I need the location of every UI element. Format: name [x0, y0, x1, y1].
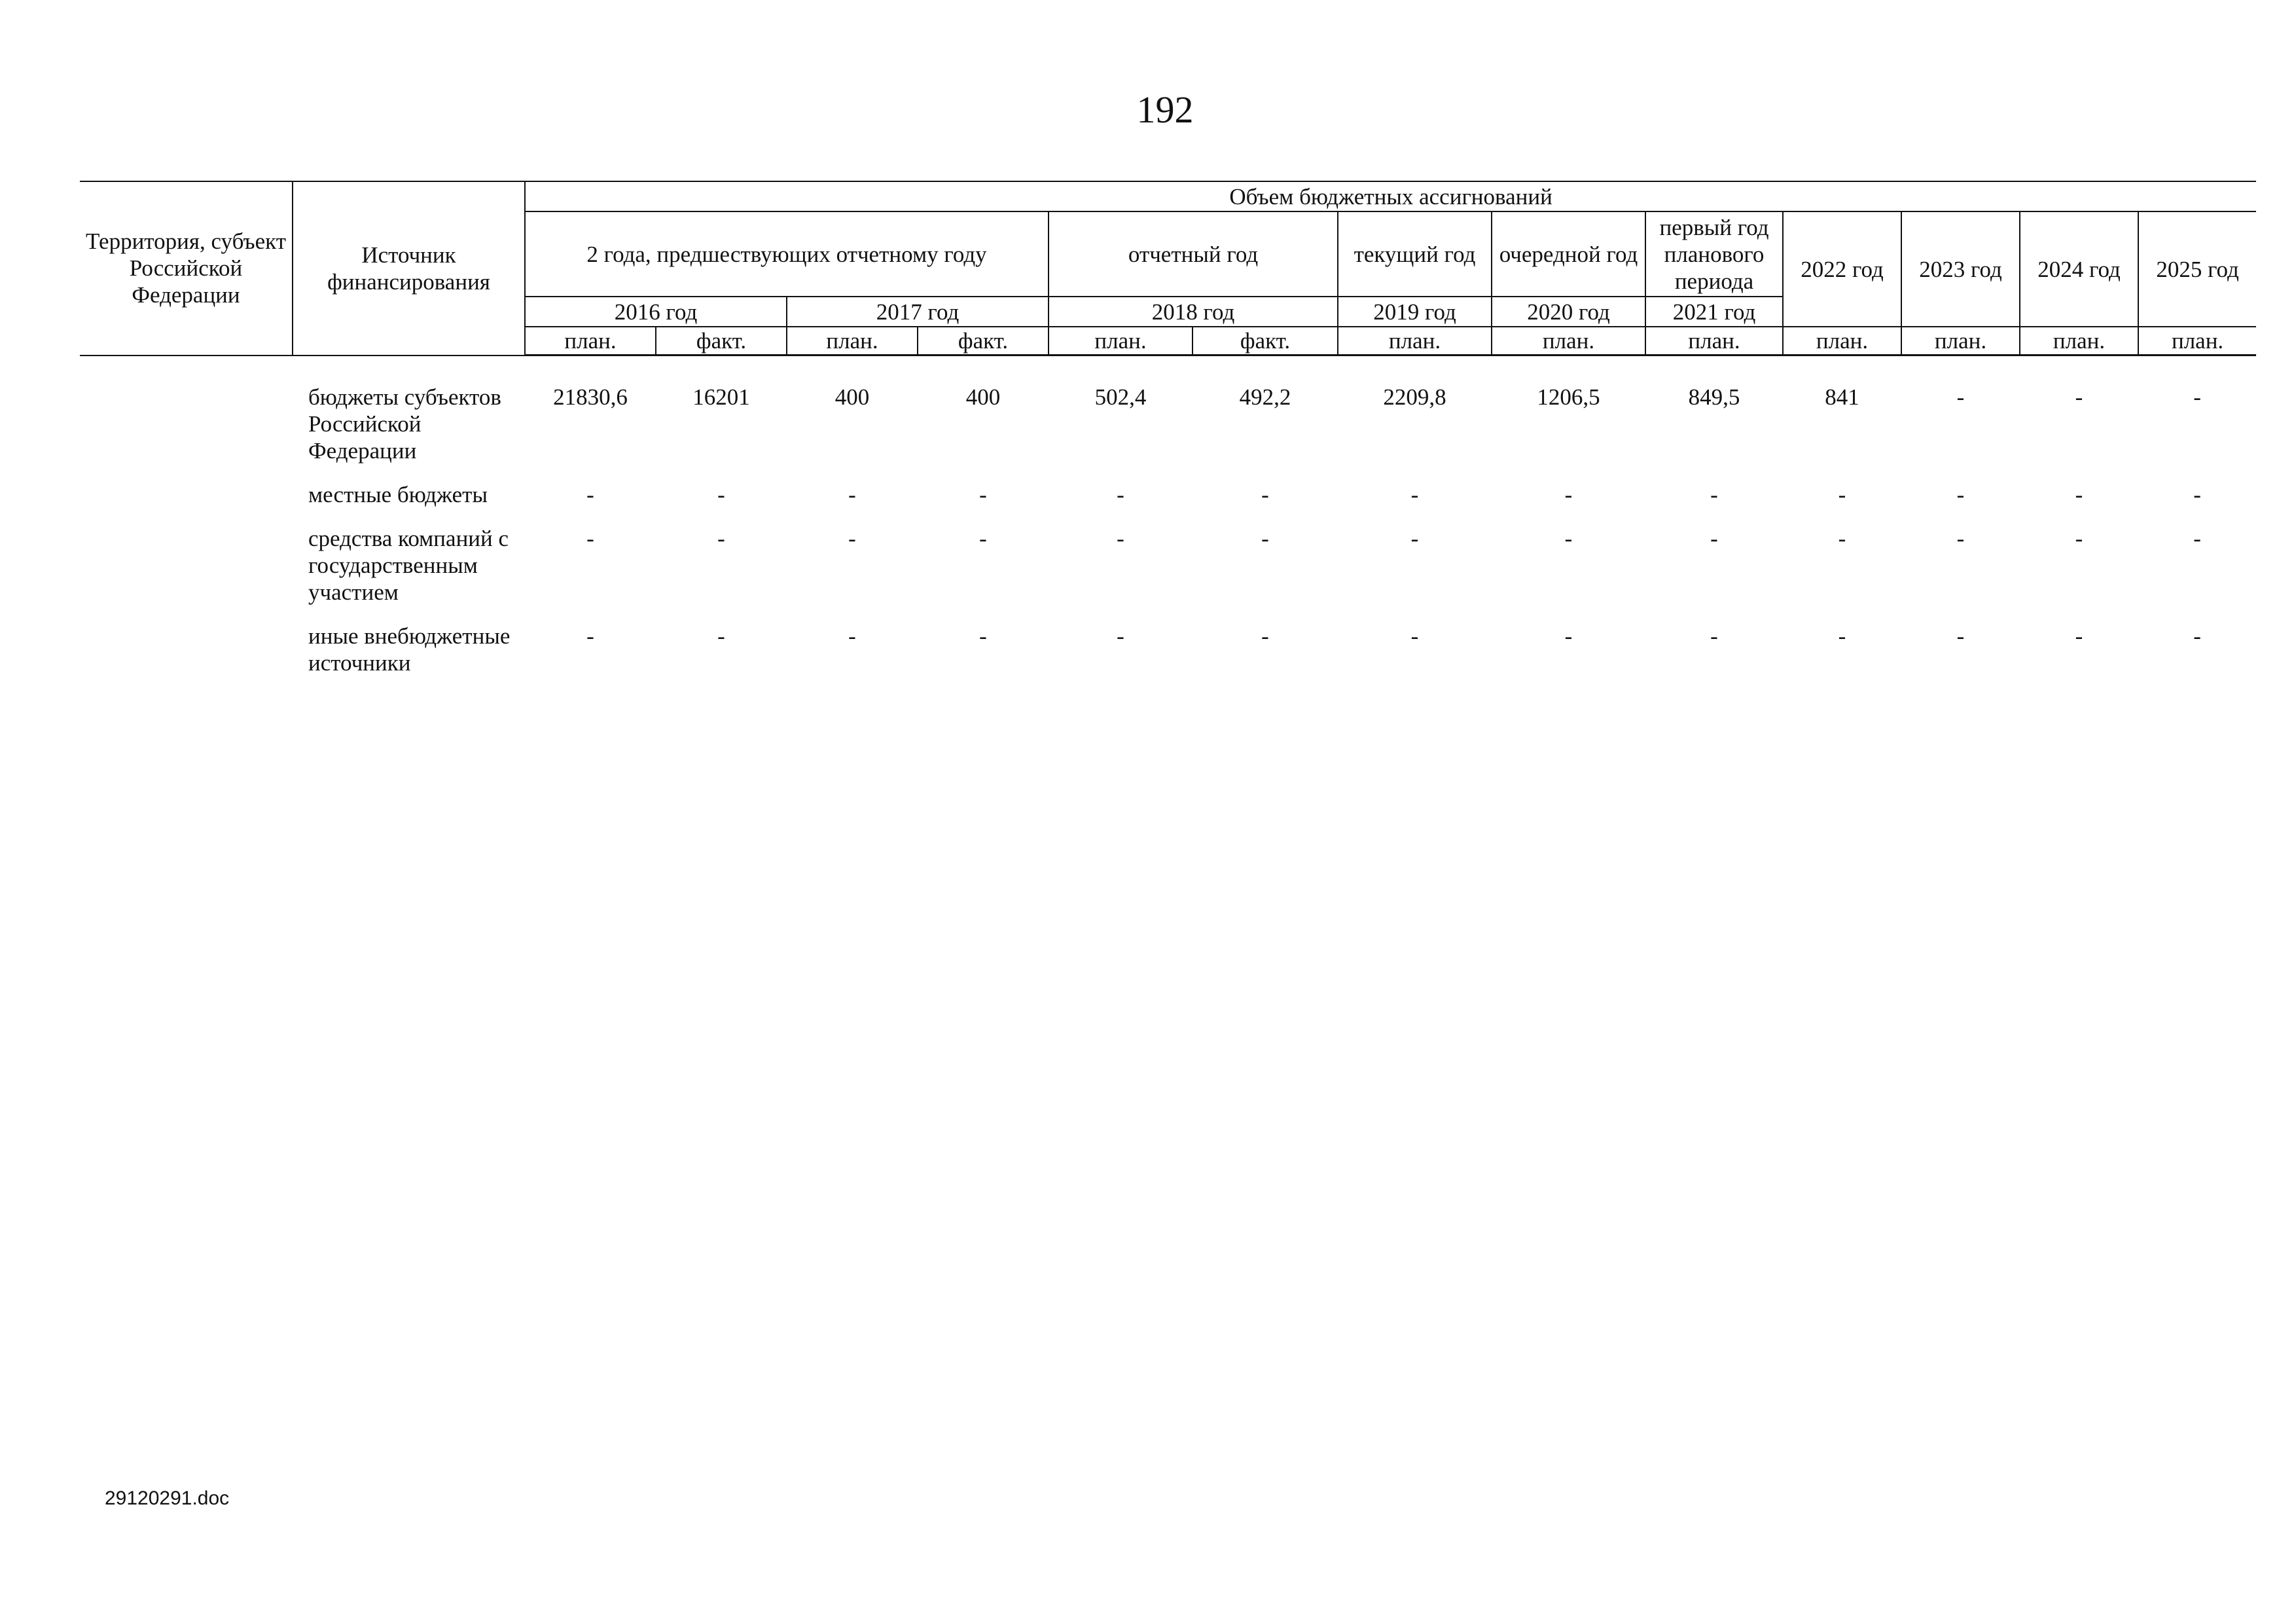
value-cell: - — [717, 482, 725, 507]
value-cell: - — [1117, 526, 1124, 551]
value-cell: - — [717, 526, 725, 551]
next-year-header: очередной год — [1492, 211, 1645, 297]
value-cell: - — [1956, 526, 1965, 551]
value-cell: - — [979, 526, 987, 551]
value-cell: - — [2075, 526, 2083, 551]
prev-two-years-header: 2 года, предшествующих отчетному году — [525, 211, 1049, 297]
year-2024-header: 2024 год — [2020, 211, 2138, 327]
value-cell: - — [586, 623, 594, 649]
value-cell: - — [1117, 482, 1124, 507]
unit-header: план. — [1783, 327, 1901, 356]
unit-header: факт. — [918, 327, 1049, 356]
unit-header: план. — [1645, 327, 1783, 356]
value-cell: - — [1261, 623, 1269, 649]
value-cell: - — [2075, 482, 2083, 507]
value-cell: 16201 — [692, 384, 750, 410]
year-2022-header: 2022 год — [1783, 211, 1901, 327]
unit-header: план. — [525, 327, 656, 356]
value-cell: - — [848, 482, 856, 507]
year-2018-header: 2018 год — [1049, 297, 1338, 327]
value-cell: 400 — [965, 384, 1001, 410]
value-cell: 2209,8 — [1383, 384, 1446, 410]
value-cell: - — [2193, 384, 2201, 410]
value-cell: 492,2 — [1239, 384, 1291, 410]
value-cell: - — [1838, 482, 1846, 507]
year-2025-header: 2025 год — [2138, 211, 2256, 327]
current-year-header: текущий год — [1338, 211, 1492, 297]
value-cell: - — [1838, 526, 1846, 551]
value-cell: - — [717, 623, 725, 649]
value-cell: - — [1117, 623, 1124, 649]
value-cell: - — [848, 623, 856, 649]
territory-header: Территория, субъект Российской Федерации — [80, 181, 293, 356]
value-cell: - — [1710, 482, 1718, 507]
volume-header: Объем бюджетных ассигнований — [525, 181, 2256, 211]
unit-header: план. — [787, 327, 918, 356]
value-cell: - — [1956, 623, 1965, 649]
report-year-header: отчетный год — [1049, 211, 1338, 297]
value-cell: - — [2075, 623, 2083, 649]
unit-header: план. — [1901, 327, 2020, 356]
source-cell: бюджеты субъектов Российской Федерации — [308, 384, 501, 464]
value-cell: - — [1710, 526, 1718, 551]
territory-cell — [80, 619, 293, 689]
value-cell: - — [1410, 526, 1419, 551]
page-number: 192 — [1136, 88, 1194, 131]
year-2021-header: 2021 год — [1645, 297, 1783, 327]
unit-header: план. — [1049, 327, 1193, 356]
territory-cell — [80, 521, 293, 619]
value-cell: - — [2193, 482, 2201, 507]
first-plan-year-header: первый год планового периода — [1645, 211, 1783, 297]
year-2016-header: 2016 год — [525, 297, 787, 327]
value-cell: 21830,6 — [553, 384, 628, 410]
value-cell: - — [1410, 482, 1419, 507]
table-row — [80, 521, 2256, 619]
source-header: Источник финансирования — [293, 181, 525, 356]
table-header — [80, 181, 2256, 356]
unit-header: план. — [1338, 327, 1492, 356]
value-cell: - — [1564, 623, 1573, 649]
value-cell: - — [1564, 482, 1573, 507]
value-cell: - — [586, 482, 594, 507]
value-cell: 1206,5 — [1537, 384, 1600, 410]
year-2020-header: 2020 год — [1492, 297, 1645, 327]
value-cell: 841 — [1825, 384, 1859, 410]
table-body — [80, 356, 2256, 690]
unit-header: план. — [1492, 327, 1645, 356]
value-cell: - — [2193, 623, 2201, 649]
value-cell: - — [848, 526, 856, 551]
value-cell: 502,4 — [1094, 384, 1147, 410]
table-row — [80, 619, 2256, 689]
territory-cell — [80, 477, 293, 521]
value-cell: 849,5 — [1688, 384, 1740, 410]
source-cell: иные внебюджетные источники — [308, 623, 511, 676]
table-row — [80, 380, 2256, 477]
year-2017-header: 2017 год — [787, 297, 1049, 327]
value-cell: - — [2193, 526, 2201, 551]
value-cell: - — [979, 623, 987, 649]
value-cell: - — [1956, 384, 1965, 410]
document-filename: 29120291.doc — [105, 1487, 230, 1509]
table-row — [80, 477, 2256, 521]
value-cell: - — [979, 482, 987, 507]
value-cell: - — [1838, 623, 1846, 649]
unit-header: факт. — [1193, 327, 1338, 356]
value-cell: - — [1956, 482, 1965, 507]
budget-allocations-table — [80, 181, 2256, 689]
unit-header: факт. — [656, 327, 787, 356]
value-cell: - — [586, 526, 594, 551]
value-cell: - — [1261, 526, 1269, 551]
year-2023-header: 2023 год — [1901, 211, 2020, 327]
source-cell: средства компаний с государственным участием — [308, 526, 509, 605]
territory-cell — [80, 380, 293, 477]
unit-header: план. — [2020, 327, 2138, 356]
value-cell: 400 — [834, 384, 870, 410]
unit-header: план. — [2138, 327, 2256, 356]
value-cell: - — [1410, 623, 1419, 649]
value-cell: - — [1261, 482, 1269, 507]
value-cell: - — [1710, 623, 1718, 649]
value-cell: - — [2075, 384, 2083, 410]
source-cell: местные бюджеты — [308, 482, 488, 507]
year-2019-header: 2019 год — [1338, 297, 1492, 327]
value-cell: - — [1564, 526, 1573, 551]
